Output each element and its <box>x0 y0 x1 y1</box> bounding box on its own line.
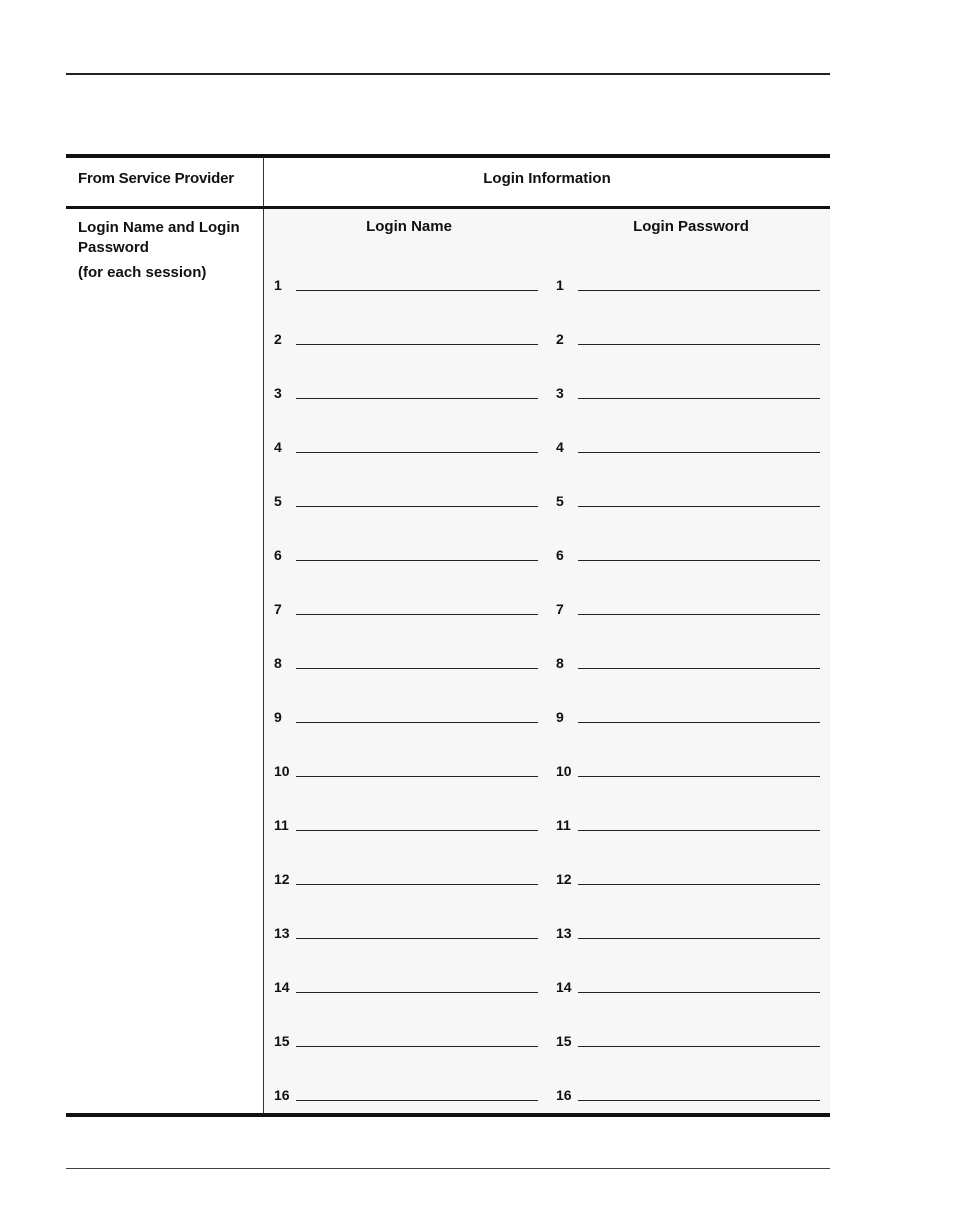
row-sublabel: (for each session) <box>78 264 207 281</box>
entry-number: 7 <box>274 601 282 617</box>
entry-number: 14 <box>556 979 572 995</box>
login-password-entry-12[interactable] <box>556 865 820 887</box>
login-password-blank-line[interactable] <box>578 290 820 291</box>
login-name-blank-line[interactable] <box>296 1046 538 1047</box>
entry-number: 3 <box>556 385 564 401</box>
login-password-entry-4[interactable] <box>556 433 820 455</box>
entry-number: 13 <box>274 925 290 941</box>
login-password-blank-line[interactable] <box>578 344 820 345</box>
login-name-entry-10[interactable] <box>274 757 538 779</box>
login-name-blank-line[interactable] <box>296 614 538 615</box>
entry-number: 3 <box>274 385 282 401</box>
login-name-entry-9[interactable] <box>274 703 538 725</box>
login-name-entry-7[interactable] <box>274 595 538 617</box>
login-password-entry-6[interactable] <box>556 541 820 563</box>
login-name-entry-5[interactable] <box>274 487 538 509</box>
login-password-entry-10[interactable] <box>556 757 820 779</box>
login-name-entry-6[interactable] <box>274 541 538 563</box>
login-password-blank-line[interactable] <box>578 722 820 723</box>
entry-number: 7 <box>556 601 564 617</box>
entry-number: 12 <box>274 871 290 887</box>
login-information-table <box>66 154 830 1117</box>
login-password-entry-14[interactable] <box>556 973 820 995</box>
login-password-entry-7[interactable] <box>556 595 820 617</box>
login-name-blank-line[interactable] <box>296 452 538 453</box>
login-password-blank-line[interactable] <box>578 452 820 453</box>
login-name-blank-line[interactable] <box>296 884 538 885</box>
login-name-blank-line[interactable] <box>296 668 538 669</box>
login-name-entry-3[interactable] <box>274 379 538 401</box>
login-name-blank-line[interactable] <box>296 398 538 399</box>
login-password-blank-line[interactable] <box>578 668 820 669</box>
login-password-entry-5[interactable] <box>556 487 820 509</box>
entry-number: 14 <box>274 979 290 995</box>
login-name-entry-2[interactable] <box>274 325 538 347</box>
login-name-blank-line[interactable] <box>296 830 538 831</box>
login-name-entry-11[interactable] <box>274 811 538 833</box>
login-password-blank-line[interactable] <box>578 1046 820 1047</box>
login-name-blank-line[interactable] <box>296 560 538 561</box>
entry-number: 8 <box>274 655 282 671</box>
entry-number: 5 <box>556 493 564 509</box>
login-name-entry-13[interactable] <box>274 919 538 941</box>
entry-number: 2 <box>556 331 564 347</box>
login-name-blank-line[interactable] <box>296 992 538 993</box>
bottom-rule <box>66 1168 830 1169</box>
entry-number: 16 <box>556 1087 572 1103</box>
entry-number: 1 <box>556 277 564 293</box>
entry-number: 4 <box>274 439 282 455</box>
login-password-blank-line[interactable] <box>578 830 820 831</box>
login-password-entry-13[interactable] <box>556 919 820 941</box>
entry-number: 5 <box>274 493 282 509</box>
login-password-blank-line[interactable] <box>578 776 820 777</box>
login-password-entry-2[interactable] <box>556 325 820 347</box>
login-password-entry-1[interactable] <box>556 271 820 293</box>
entry-number: 12 <box>556 871 572 887</box>
entry-number: 15 <box>556 1033 572 1049</box>
login-password-blank-line[interactable] <box>578 398 820 399</box>
login-name-entry-8[interactable] <box>274 649 538 671</box>
login-password-blank-line[interactable] <box>578 992 820 993</box>
entry-number: 11 <box>274 817 289 833</box>
login-name-blank-line[interactable] <box>296 938 538 939</box>
login-name-blank-line[interactable] <box>296 344 538 345</box>
login-password-blank-line[interactable] <box>578 506 820 507</box>
login-password-blank-line[interactable] <box>578 938 820 939</box>
column-header-login-password: Login Password <box>633 218 749 235</box>
row-label: Login Name and Login Password <box>78 219 240 256</box>
login-entries-area <box>264 209 830 1113</box>
login-name-entry-15[interactable] <box>274 1027 538 1049</box>
login-password-blank-line[interactable] <box>578 614 820 615</box>
entry-number: 8 <box>556 655 564 671</box>
entry-number: 6 <box>556 547 564 563</box>
entry-number: 10 <box>274 763 290 779</box>
login-name-blank-line[interactable] <box>296 776 538 777</box>
login-password-entry-15[interactable] <box>556 1027 820 1049</box>
header-login-information: Login Information <box>483 170 611 187</box>
login-name-entry-16[interactable] <box>274 1081 538 1103</box>
top-rule <box>66 73 830 75</box>
row-label-cell <box>78 218 258 283</box>
login-password-entry-9[interactable] <box>556 703 820 725</box>
login-name-blank-line[interactable] <box>296 506 538 507</box>
entry-number: 4 <box>556 439 564 455</box>
login-password-entry-3[interactable] <box>556 379 820 401</box>
entry-number: 13 <box>556 925 572 941</box>
login-name-entry-4[interactable] <box>274 433 538 455</box>
entry-number: 9 <box>274 709 282 725</box>
login-name-entry-12[interactable] <box>274 865 538 887</box>
login-password-entry-16[interactable] <box>556 1081 820 1103</box>
entry-number: 2 <box>274 331 282 347</box>
login-name-entry-14[interactable] <box>274 973 538 995</box>
login-password-entry-11[interactable] <box>556 811 820 833</box>
login-name-blank-line[interactable] <box>296 290 538 291</box>
entry-number: 11 <box>556 817 571 833</box>
login-name-blank-line[interactable] <box>296 722 538 723</box>
entry-number: 1 <box>274 277 282 293</box>
login-password-entry-8[interactable] <box>556 649 820 671</box>
entry-number: 16 <box>274 1087 290 1103</box>
login-name-blank-line[interactable] <box>296 1100 538 1101</box>
login-password-blank-line[interactable] <box>578 560 820 561</box>
header-from-service-provider: From Service Provider <box>78 170 234 187</box>
login-password-blank-line[interactable] <box>578 1100 820 1101</box>
entry-number: 10 <box>556 763 572 779</box>
login-password-blank-line[interactable] <box>578 884 820 885</box>
entry-number: 9 <box>556 709 564 725</box>
entry-number: 6 <box>274 547 282 563</box>
login-name-entry-1[interactable] <box>274 271 538 293</box>
entry-number: 15 <box>274 1033 290 1049</box>
column-header-login-name: Login Name <box>366 218 452 235</box>
